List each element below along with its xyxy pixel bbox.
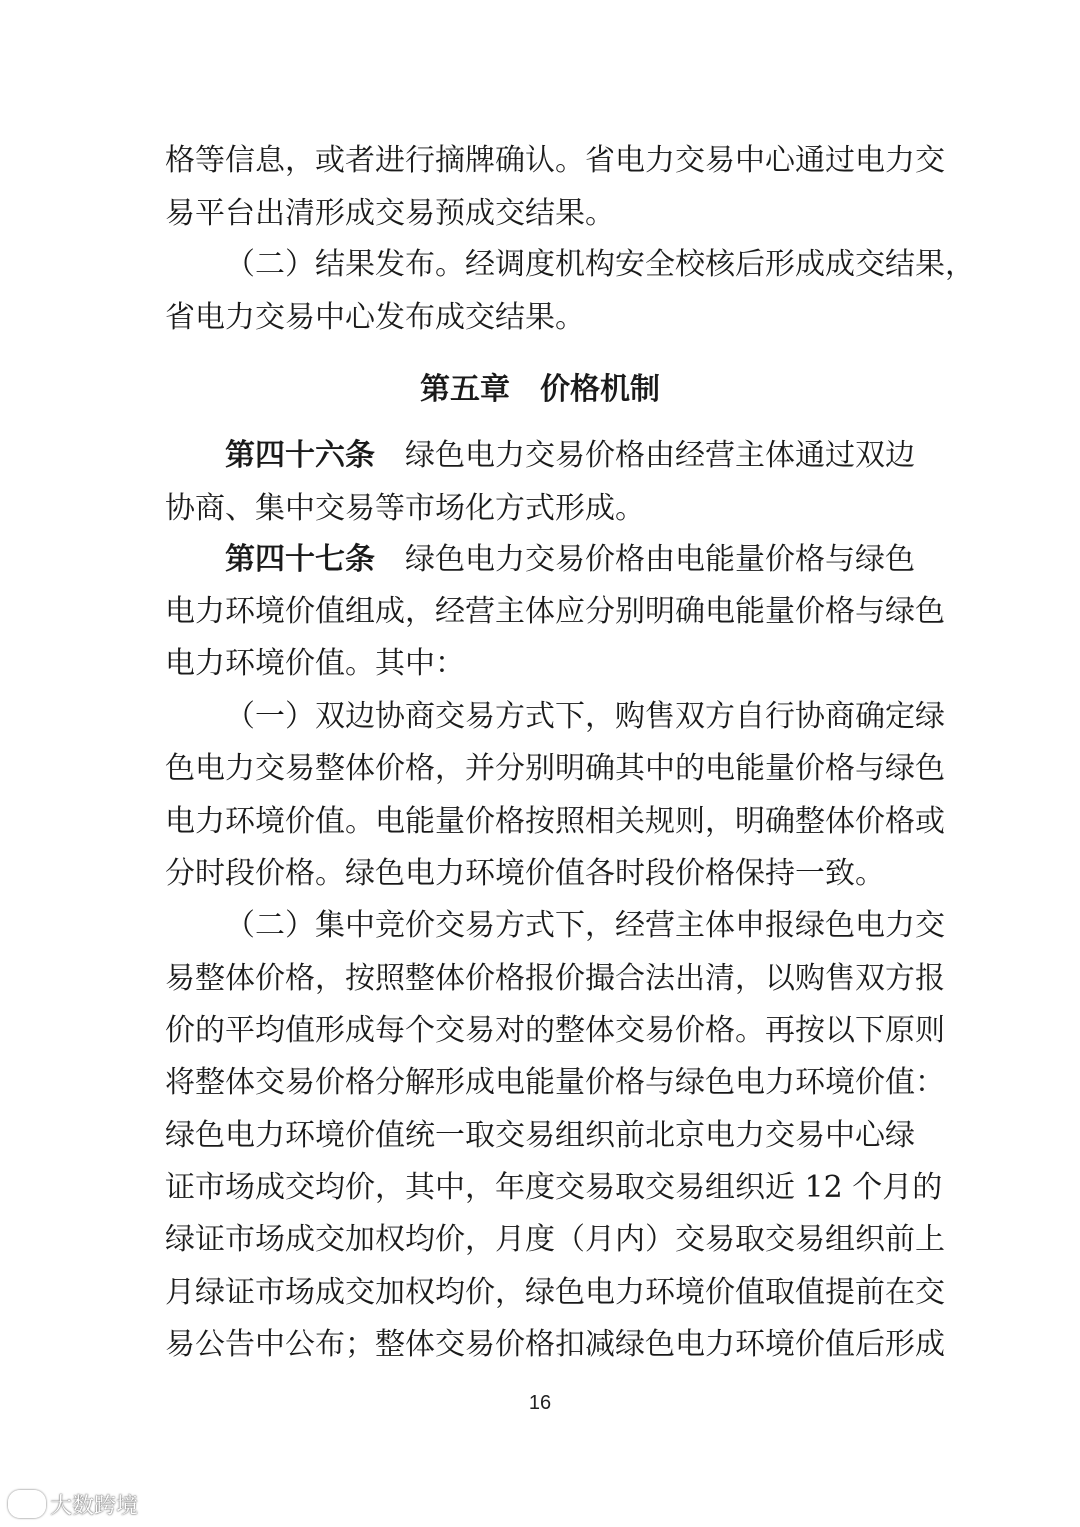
article-line — [225, 436, 915, 476]
paragraph-line: 绿色电力环境价值统一取交易组织前北京电力交易中心绿 — [165, 1118, 915, 1153]
paragraph-line: （二）集中竞价交易方式下，经营主体申报绿色电力交 — [225, 908, 945, 943]
paragraph-line: 电力环境价值。电能量价格按照相关规则，明确整体价格或 — [165, 804, 945, 839]
paragraph-line: 易公告中公布；整体交易价格扣减绿色电力环境价值后形成 — [165, 1327, 945, 1362]
paragraph-line: 将整体交易价格分解形成电能量价格与绿色电力环境价值： — [165, 1065, 945, 1100]
paragraph-line: （一）双边协商交易方式下，购售双方自行协商确定绿 — [225, 699, 945, 734]
article-line — [225, 540, 915, 580]
article-text: 绿色电力交易价格由经营主体通过双边 — [405, 438, 915, 473]
watermark-text: 大数跨境 — [50, 1493, 139, 1519]
paragraph-line: 易整体价格，按照整体价格报价撮合法出清，以购售双方报 — [165, 961, 945, 996]
paragraph-line: 省电力交易中心发布成交结果。 — [165, 300, 585, 335]
brand-logo-icon — [8, 1490, 46, 1518]
page-number: 16 — [528, 1392, 552, 1414]
paragraph-line: 价的平均值形成每个交易对的整体交易价格。再按以下原则 — [165, 1013, 945, 1048]
article-text: 绿色电力交易价格由电能量价格与绿色 — [405, 542, 915, 577]
paragraph-line: 易平台出清形成交易预成交结果。 — [165, 196, 615, 231]
article-number: 第四十七条 — [225, 542, 375, 577]
paragraph-line: 绿证市场成交加权均价，月度（月内）交易取交易组织前上 — [165, 1222, 945, 1257]
paragraph-line: 电力环境价值。其中： — [165, 646, 465, 681]
paragraph-line: 分时段价格。绿色电力环境价值各时段价格保持一致。 — [165, 856, 885, 891]
article-number: 第四十六条 — [225, 438, 375, 473]
paragraph-line: 证市场成交均价，其中，年度交易取交易组织近 12 个月的 — [165, 1170, 943, 1205]
watermark — [8, 1488, 138, 1520]
paragraph-line: 月绿证市场成交加权均价，绿色电力环境价值取值提前在交 — [165, 1275, 945, 1310]
chapter-heading: 第五章 价格机制 — [420, 372, 660, 407]
paragraph-line: 色电力交易整体价格，并分别明确其中的电能量价格与绿色 — [165, 751, 945, 786]
paragraph-line: 协商、集中交易等市场化方式形成。 — [165, 491, 645, 526]
paragraph-line: 格等信息，或者进行摘牌确认。省电力交易中心通过电力交 — [165, 143, 945, 178]
paragraph-line: 电力环境价值组成，经营主体应分别明确电能量价格与绿色 — [165, 594, 945, 629]
paragraph-line: （二）结果发布。经调度机构安全校核后形成成交结果， — [225, 247, 975, 282]
